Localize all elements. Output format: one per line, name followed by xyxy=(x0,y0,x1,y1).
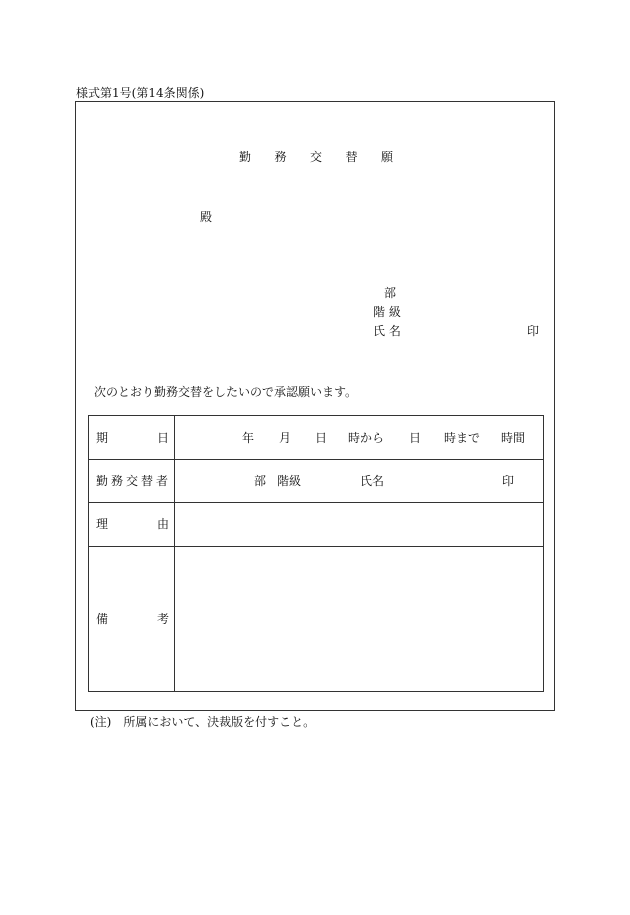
period-to-hour: 時まで xyxy=(444,431,481,445)
substitute-label: 勤務交替者 xyxy=(96,474,172,488)
table-row-divider xyxy=(89,502,543,503)
title-char: 願 xyxy=(381,150,394,164)
period-day: 日 xyxy=(315,431,328,445)
substitute-seal: 印 xyxy=(502,474,515,488)
addressee-suffix: 殿 xyxy=(200,210,213,224)
footnote: (注) 所属において、決裁版を付すこと。 xyxy=(90,715,316,729)
period-label-left: 期 xyxy=(96,431,109,445)
request-statement: 次のとおり勤務交替をしたいので承認願います。 xyxy=(94,385,358,399)
applicant-dept-label: 部 xyxy=(384,286,397,300)
period-label-right: 日 xyxy=(157,431,170,445)
applicant-seal-mark: 印 xyxy=(527,324,540,338)
period-to-day: 日 xyxy=(409,431,422,445)
title-char: 務 xyxy=(274,150,287,164)
table-column-divider xyxy=(174,416,175,691)
substitute-name: 氏名 xyxy=(360,474,385,488)
substitute-dept: 部 xyxy=(254,474,267,488)
remarks-label-right: 考 xyxy=(157,612,170,626)
applicant-name-label: 氏 名 xyxy=(373,324,401,338)
period-month: 月 xyxy=(279,431,292,445)
period-from-hour: 時から xyxy=(348,431,385,445)
reason-label-right: 由 xyxy=(157,517,170,531)
form-number-label: 様式第1号(第14条関係) xyxy=(76,86,205,100)
remarks-label-left: 備 xyxy=(96,612,109,626)
table-row-divider xyxy=(89,546,543,547)
table-row-divider xyxy=(89,459,543,460)
substitute-rank: 階級 xyxy=(277,474,302,488)
request-table xyxy=(88,415,544,692)
applicant-rank-label: 階 級 xyxy=(373,305,401,319)
period-year: 年 xyxy=(242,431,255,445)
period-hours: 時間 xyxy=(501,431,526,445)
title-char: 交 xyxy=(310,150,323,164)
reason-label-left: 理 xyxy=(96,517,109,531)
title-char: 替 xyxy=(345,150,358,164)
form-title xyxy=(239,151,417,163)
title-char: 勤 xyxy=(239,150,252,164)
